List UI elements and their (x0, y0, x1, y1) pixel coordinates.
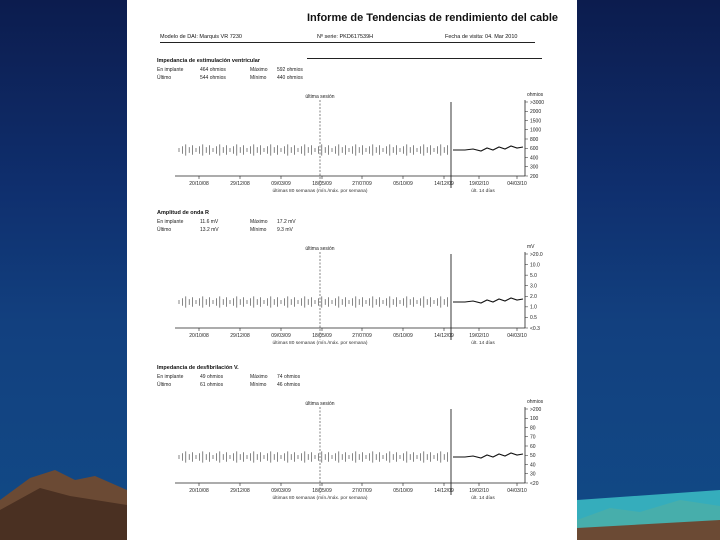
x-axis-caption: últimas 80 semanas (mín./máx. por semana) (272, 189, 368, 194)
stat-value-2: 9.3 mV (277, 227, 293, 233)
y-tick-label: 70 (530, 434, 536, 441)
y-tick-label: 300 (530, 164, 539, 171)
stat-label: En implante (157, 219, 184, 225)
y-unit-label: mV (527, 244, 535, 250)
report-sheet (127, 0, 577, 540)
y-tick-label: 800 (530, 136, 539, 143)
y-tick-label: 2000 (530, 109, 542, 116)
x-tick-label: 14/12/09 (434, 181, 454, 187)
stat-label: En implante (157, 374, 184, 380)
y-tick-label: 3.0 (530, 283, 537, 290)
stat-label-2: Máximo (250, 67, 268, 73)
x-tick-label: 05/10/09 (393, 333, 413, 339)
recent-trend-line (453, 453, 523, 458)
y-tick-label: 400 (530, 155, 539, 162)
x-tick-label: 19/02/10 (469, 333, 489, 339)
y-tick-label: >3000 (530, 99, 545, 106)
x-tick-label: 20/10/08 (189, 333, 209, 339)
x-tick-label: 04/03/10 (507, 488, 527, 494)
stat-label-2: Mínimo (250, 227, 267, 233)
x-tick-label: 20/10/08 (189, 181, 209, 187)
stat-label-2: Mínimo (250, 75, 267, 81)
y-tick-label: 2.0 (530, 294, 537, 301)
x-tick-label: 19/02/10 (469, 488, 489, 494)
y-tick-label: 100 (530, 416, 539, 423)
recent-trend-line (453, 298, 523, 303)
stat-label: Último (157, 227, 172, 233)
stat-value-2: 592 ohmios (277, 67, 303, 73)
header-rule (160, 42, 535, 43)
y-tick-label: 40 (530, 462, 536, 469)
x-tick-label: 29/12/08 (230, 488, 250, 494)
x-tick-label: 29/12/08 (230, 181, 250, 187)
y-unit-label: ohmios (527, 399, 544, 405)
x-tick-label: 04/03/10 (507, 333, 527, 339)
stat-label-2: Máximo (250, 374, 268, 380)
last-session-label: última sesión (305, 246, 335, 252)
x-tick-label: 14/12/09 (434, 488, 454, 494)
x-tick-label: 20/10/08 (189, 488, 209, 494)
stat-label: Último (157, 75, 172, 81)
y-unit-label: ohmios (527, 92, 544, 98)
section-title: Impedancia de estimulación ventricular (157, 58, 261, 64)
serial-number: Nº serie: PKD617539H (317, 34, 374, 40)
stat-value: 13.2 mV (200, 227, 219, 233)
y-tick-label: >20.0 (530, 251, 543, 258)
x-tick-label: 14/12/09 (434, 333, 454, 339)
visit-date: Fecha de visita: 04. Mar 2010 (445, 34, 518, 40)
x-tick-label: 18/05/09 (312, 488, 332, 494)
x-axis-caption-recent: últ. 14 días (471, 496, 495, 501)
stat-label: Último (157, 382, 172, 388)
x-axis-caption: últimas 80 semanas (mín./máx. por semana) (272, 341, 368, 346)
x-axis-caption-recent: últ. 14 días (471, 341, 495, 346)
header-rule-2 (307, 58, 542, 59)
y-tick-label: 80 (530, 425, 536, 432)
stat-label-2: Mínimo (250, 382, 267, 388)
y-tick-label: <20 (530, 480, 539, 487)
stat-value: 11.6 mV (200, 219, 219, 225)
x-axis-caption-recent: últ. 14 días (471, 189, 495, 194)
x-tick-label: 18/05/09 (312, 181, 332, 187)
stat-value: 61 ohmios (200, 382, 224, 388)
stat-value-2: 17.2 mV (277, 219, 296, 225)
stat-value: 49 ohmios (200, 374, 224, 380)
stat-value-2: 74 ohmios (277, 374, 301, 380)
stat-label: En implante (157, 67, 184, 73)
trend-plot (147, 86, 567, 211)
y-tick-label: 50 (530, 453, 536, 460)
y-tick-label: 10.0 (530, 262, 540, 269)
x-tick-label: 27/07/09 (352, 333, 372, 339)
x-tick-label: 19/02/10 (469, 181, 489, 187)
y-tick-label: 60 (530, 443, 536, 450)
x-tick-label: 27/07/09 (352, 181, 372, 187)
x-axis-caption: últimas 80 semanas (mín./máx. por semana) (272, 496, 368, 501)
y-tick-label: 1500 (530, 118, 542, 125)
x-tick-label: 09/03/09 (271, 181, 291, 187)
y-tick-label: 200 (530, 173, 539, 180)
x-tick-label: 05/10/09 (393, 181, 413, 187)
trend-plot (147, 393, 567, 518)
y-tick-label: 5.0 (530, 272, 537, 279)
stat-value: 544 ohmios (200, 75, 226, 81)
x-tick-label: 04/03/10 (507, 181, 527, 187)
report-title: Informe de Tendencias de rendimiento del cable (307, 12, 559, 24)
section-title: Impedancia de desfibrilación V. (157, 365, 239, 371)
stat-value-2: 440 ohmios (277, 75, 303, 81)
x-tick-label: 27/07/09 (352, 488, 372, 494)
x-tick-label: 09/03/09 (271, 488, 291, 494)
recent-trend-line (453, 146, 523, 151)
y-tick-label: >200 (530, 406, 542, 413)
x-tick-label: 18/05/09 (312, 333, 332, 339)
y-tick-label: 0.5 (530, 315, 537, 322)
x-tick-label: 05/10/09 (393, 488, 413, 494)
y-tick-label: 1000 (530, 127, 542, 134)
x-tick-label: 09/03/09 (271, 333, 291, 339)
x-tick-label: 29/12/08 (230, 333, 250, 339)
trend-plot (147, 238, 567, 363)
last-session-label: última sesión (305, 94, 335, 100)
y-tick-label: <0.3 (530, 325, 540, 332)
y-tick-label: 600 (530, 146, 539, 153)
y-tick-label: 1.0 (530, 304, 537, 311)
section-title: Amplitud de onda R (157, 210, 209, 216)
device-model: Modelo de DAI: Marquis VR 7230 (160, 34, 242, 40)
last-session-label: última sesión (305, 401, 335, 407)
y-tick-label: 30 (530, 471, 536, 478)
stat-label-2: Máximo (250, 219, 268, 225)
stat-value-2: 46 ohmios (277, 382, 301, 388)
stat-value: 464 ohmios (200, 67, 226, 73)
